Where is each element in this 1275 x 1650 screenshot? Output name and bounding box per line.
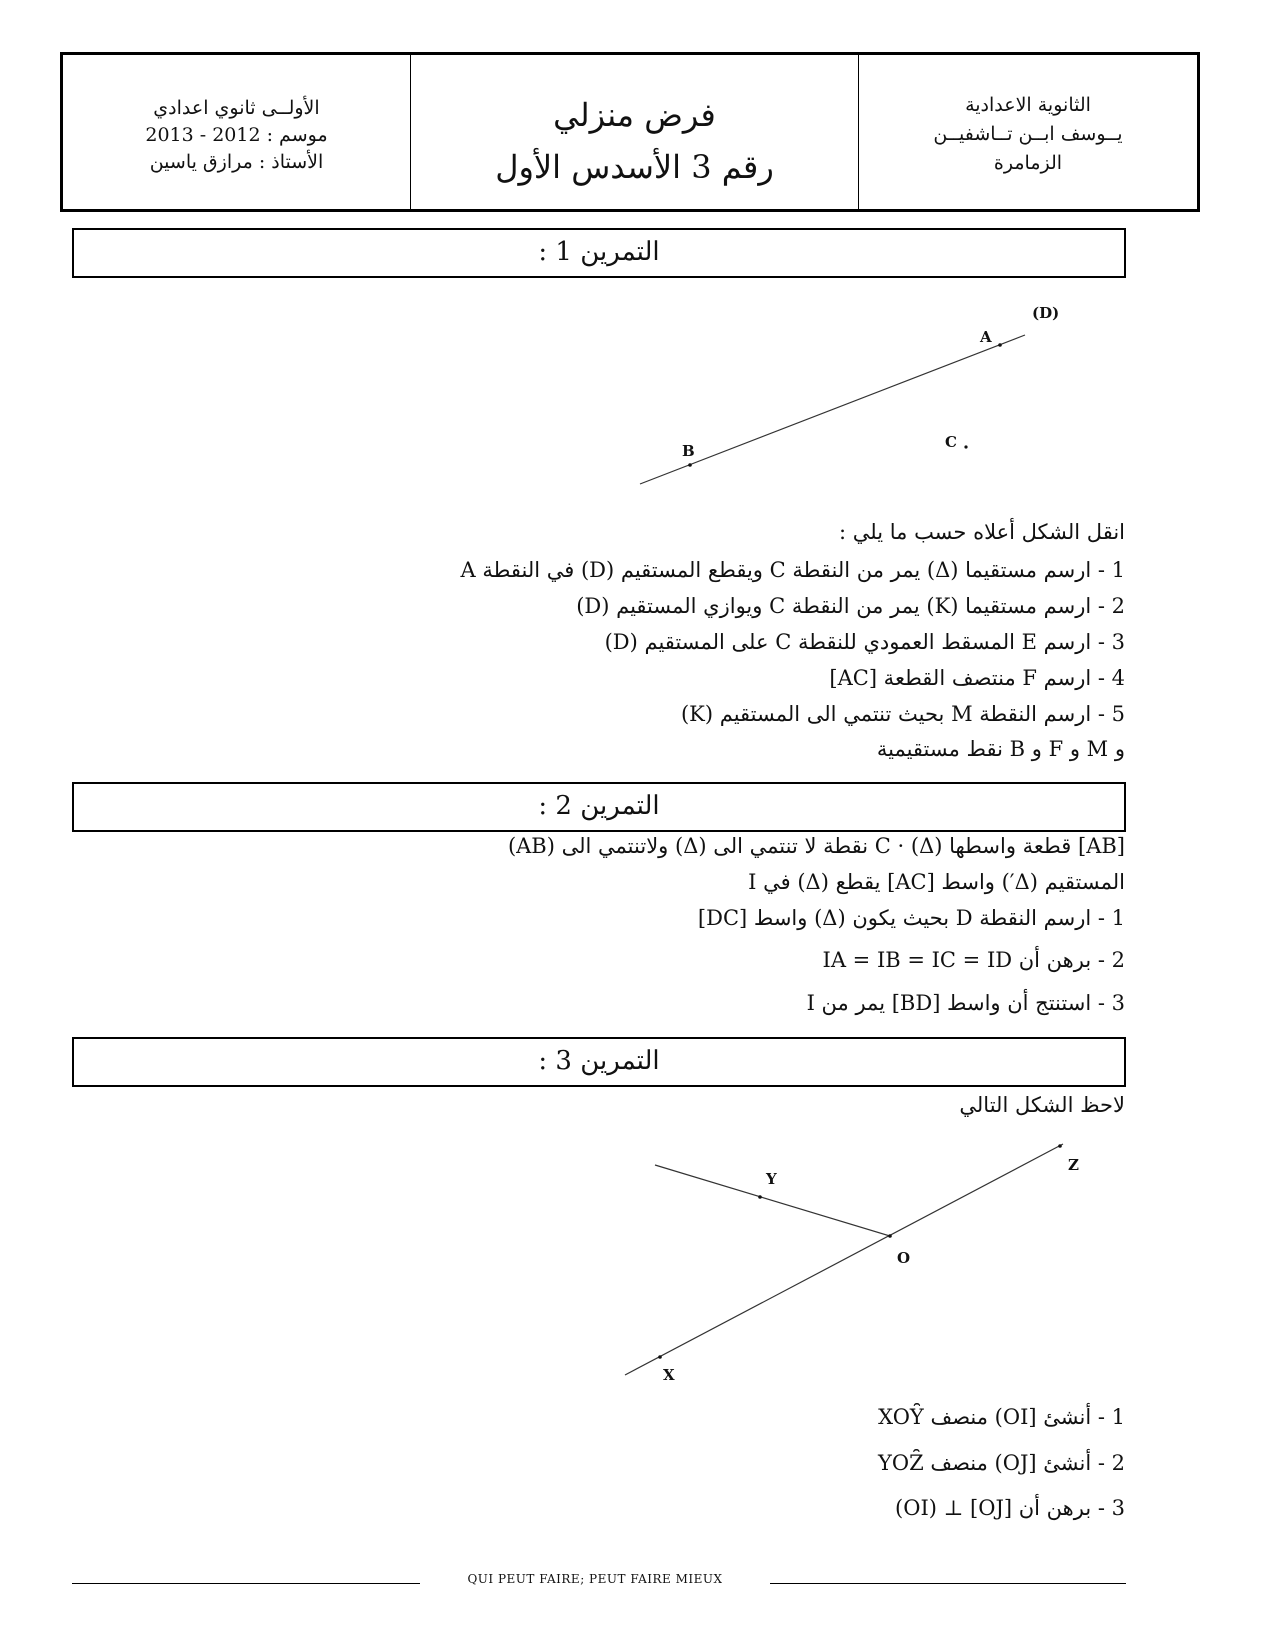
point-X [658,1355,662,1359]
ex2-line-1: [AB] قطعة واسطها (Δ) · C نقطة لا تنتمي الى (Δ) ولاتنتمي الى (AB) [507,834,1125,858]
footer-rule-left [72,1583,420,1584]
ex1-step-1: 1 - ارسم مستقيما (Δ) يمر من النقطة C ويقطع المستقيم (D) في النقطة A [460,558,1125,582]
doc-subtitle: رقم 3 الأسدس الأول [495,148,774,186]
label-Z: Z [1068,1156,1079,1174]
figure1 [640,304,1059,484]
ex1-step-5-cont: و M و F و B نقط مستقيمية [876,737,1125,761]
point-A [998,343,1002,347]
label-C: C [945,433,957,451]
point-C [964,445,967,448]
ex3-step-1: 1 - أنشئ [OI) منصف XOY̑ [878,1405,1125,1429]
line-XZ [625,1144,1063,1375]
grade-label: الأولــى ثانوي اعدادي [153,97,320,119]
exercise2-title: التمرين 2 : [72,782,1126,832]
ex1-instruction: انقل الشكل أعلاه حسب ما يلي : [839,520,1125,544]
label-O: O [897,1249,911,1267]
label-X: X [663,1366,675,1384]
point-B [688,463,692,467]
school-city: الزمامرة [993,152,1063,174]
teacher-label: الأستاذ : مرازق ياسين [149,151,324,173]
season-label: موسم : 2012 - 2013 [145,124,328,146]
ex3-intro: لاحظ الشكل التالي [959,1093,1125,1117]
ex2-step-3: 3 - استنتج أن واسط [BD] يمر من I [806,991,1125,1015]
label-B: B [682,442,695,460]
footer-rule-right [770,1583,1126,1584]
exercise1-title: التمرين 1 : [72,228,1126,278]
label-A: A [980,328,992,346]
footer-motto: QUI PEUT FAIRE; PEUT FAIRE MIEUX [467,1572,723,1586]
line-D [640,335,1025,484]
point-Z [1058,1144,1062,1148]
school-type: الثانوية الاعدادية [965,94,1091,116]
ex3-step-3: 3 - برهن أن [OI) ⊥ [OJ) [895,1496,1125,1520]
point-Y [758,1195,762,1199]
ex2-step-1: 1 - ارسم النقطة D بحيث يكون (Δ) واسط [DC] [697,906,1125,930]
label-Y: Y [766,1170,777,1188]
ex1-step-2: 2 - ارسم مستقيما (K) يمر من النقطة C ويوازي المستقيم (D) [576,594,1125,618]
exercise3-title: التمرين 3 : [72,1037,1126,1087]
ex3-step-2: 2 - أنشئ [OJ) منصف YOZ̑ [878,1451,1125,1475]
ex2-line-2: المستقيم (Δ′) واسط [AC] يقطع (Δ) في I [748,870,1125,894]
ex1-step-3: 3 - ارسم E المسقط العمودي للنقطة C على المستقيم (D) [604,630,1125,654]
label-D: (D) [1032,304,1060,322]
ex1-step-4: 4 - ارسم F منتصف القطعة [AC] [829,666,1125,690]
ex1-step-5: 5 - ارسم النقطة M بحيث تنتمي الى المستقيم (K) [680,702,1125,726]
point-O [888,1234,892,1238]
doc-title: فرض منزلي [553,96,716,134]
school-name: يــوسف ابــن تــاشفيــن [933,123,1123,145]
figure3 [625,1144,1079,1384]
ex2-step-2: 2 - برهن أن IA = IB = IC = ID [822,948,1125,972]
